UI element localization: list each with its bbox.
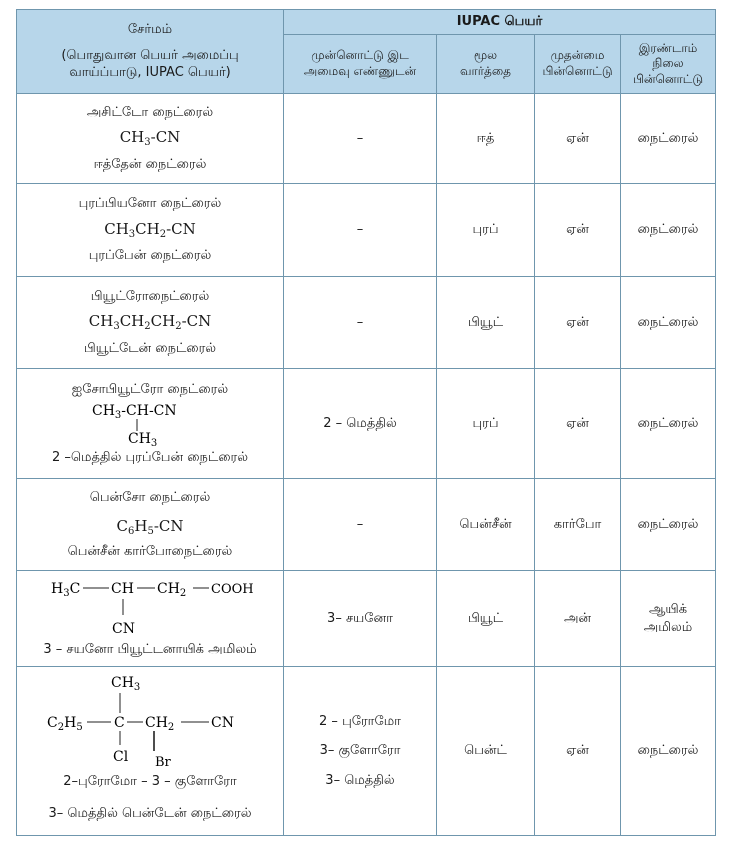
- table-row-compound: [17, 571, 283, 666]
- root-cell: புரப்: [472, 415, 499, 431]
- compound-header-title: சேர்மம்: [127, 22, 173, 38]
- prefix-cell: –: [356, 222, 364, 238]
- cyano-acid-structure: [25, 577, 275, 641]
- root-cell: பென்சீன்: [459, 516, 512, 532]
- prefix-cell: –: [356, 130, 364, 146]
- svg-text:CN: CN: [112, 621, 135, 637]
- common-name: ஐசோபியூட்ரோ நைட்ரைல்: [71, 381, 229, 397]
- svg-text:CH2: $CH_2$: [145, 715, 175, 733]
- iupac-name-line-1: 2–புரோமோ – 3 – குளோரோ: [63, 774, 237, 789]
- common-name: பென்சோ நைட்ரைல்: [89, 489, 211, 505]
- common-name: பியூட்ரோநைட்ரைல்: [90, 288, 210, 304]
- secondary-suffix-cell: நைட்ரைல்: [637, 314, 699, 330]
- secondary-suffix-cell: நைட்ரைல்: [637, 743, 699, 759]
- svg-text:CN: CN: [211, 715, 234, 731]
- primary-suffix-cell: ஏன்: [566, 222, 589, 238]
- nitrile-nomenclature-table: [16, 9, 716, 836]
- prefix-line-3: 3– மெத்தில்: [325, 772, 395, 788]
- svg-text:COOH: COOH: [211, 582, 254, 597]
- iupac-name: 2 –மெத்தில் புரப்பேன் நைட்ரைல்: [51, 449, 249, 465]
- prefix-header-line-1: முன்னொட்டு இட: [311, 48, 409, 63]
- primary-header-line-1: முதன்மை: [550, 48, 605, 63]
- table-row-compound: [17, 184, 283, 276]
- svg-text:CH3-CH-CN: $CH_3-CH-CN$: [92, 402, 177, 421]
- svg-text:Br: Br: [155, 755, 171, 770]
- svg-text:Cl: Cl: [113, 749, 129, 765]
- primary-header-line-2: பின்னொட்டு: [542, 64, 613, 78]
- secondary-header-line-3: பின்னொட்டு: [632, 71, 704, 86]
- halo-nitrile-structure: [25, 671, 275, 771]
- secondary-suffix-cell: நைட்ரைல்: [637, 222, 699, 238]
- svg-text:CH3: $CH_3$: [128, 430, 158, 447]
- table-row-compound: [17, 94, 283, 183]
- primary-suffix-cell: அன்: [563, 610, 592, 626]
- compound-header: [17, 10, 283, 93]
- root-header-line-2: வார்த்தை: [459, 64, 511, 78]
- svg-text:CH3: $CH_3$: [111, 675, 141, 693]
- svg-text:H3C: $H_3C$: [51, 581, 81, 599]
- secondary-suffix-cell: நைட்ரைல்: [637, 130, 699, 146]
- prefix-header-line-2: அமைவு எண்ணுடன்: [303, 64, 417, 78]
- iupac-name-line-2: 3– மெத்தில் பென்டேன் நைட்ரைல்: [48, 805, 252, 821]
- root-cell: ஈத்: [476, 130, 495, 146]
- iupac-header-title: IUPAC பெயர்: [456, 14, 543, 30]
- secondary-suffix-cell: [621, 571, 715, 666]
- primary-suffix-cell: கார்போ: [553, 516, 602, 532]
- svg-text:CH: CH: [111, 581, 134, 597]
- secondary-header-line-1: இரண்டாம்: [638, 40, 698, 55]
- secondary-suffix-header: [621, 35, 715, 93]
- table-row-compound: [17, 369, 283, 478]
- formula: $CH_3CH_2-CN$: [104, 219, 196, 240]
- primary-suffix-cell: ஏன்: [566, 130, 589, 146]
- iupac-name: பென்சீன் கார்போநைட்ரைல்: [67, 543, 233, 559]
- table-row-compound: [17, 479, 283, 570]
- root-header-line-1: மூல: [473, 48, 498, 63]
- formula: $CH_3-CN$: [119, 128, 181, 149]
- branched-structure: [90, 401, 210, 447]
- prefix-header: [284, 35, 436, 93]
- secondary-suffix-cell: நைட்ரைல்: [637, 415, 699, 431]
- iupac-name: புரப்பேன் நைட்ரைல்: [88, 248, 212, 264]
- root-cell: பியூட்: [467, 610, 504, 626]
- formula: $CH_3CH_2CH_2-CN$: [88, 312, 212, 333]
- secondary-header-line-2: நிலை: [652, 56, 684, 71]
- iupac-name: பியூட்டேன் நைட்ரைல்: [83, 340, 217, 356]
- primary-suffix-cell: ஏன்: [566, 415, 589, 431]
- compound-header-subtitle-1: (பொதுவான பெயர் அமைப்பு: [61, 47, 239, 63]
- table-row-compound: [17, 667, 283, 835]
- prefix-line-2: 3– குளோரோ: [319, 743, 401, 759]
- svg-text:CH2: $CH_2$: [157, 581, 187, 599]
- prefix-cell: –: [356, 516, 364, 532]
- iupac-header: [284, 10, 715, 34]
- root-cell: பென்ட்: [464, 743, 507, 759]
- prefix-cell: –: [356, 314, 364, 330]
- common-name: அசிட்டோ நைட்ரைல்: [86, 104, 214, 120]
- primary-suffix-cell: ஏன்: [566, 743, 589, 759]
- secondary-suffix-line-1: ஆயிக்: [648, 601, 688, 617]
- prefix-line-1: 2 – புரோமோ: [319, 713, 401, 729]
- formula: $C_6H_5-CN$: [116, 517, 184, 538]
- root-header: [437, 35, 534, 93]
- compound-header-subtitle-2: வாய்ப்பாடு, IUPAC பெயர்): [69, 65, 231, 81]
- secondary-suffix-line-2: அமிலம்: [643, 619, 693, 635]
- svg-text:C: C: [114, 715, 125, 731]
- prefix-cell: 3– சயனோ: [327, 610, 393, 626]
- iupac-name: ஈத்தேன் நைட்ரைல்: [93, 156, 207, 172]
- prefix-cell: 2 – மெத்தில்: [323, 415, 397, 431]
- prefix-cell: [284, 667, 436, 835]
- iupac-name: 3 – சயனோ பியூட்டனாயிக் அமிலம்: [43, 642, 257, 657]
- common-name: புரப்பியனோ நைட்ரைல்: [78, 196, 222, 212]
- svg-text:C2H5: $C_2H_5$: [47, 715, 83, 733]
- root-cell: பியூட்: [467, 314, 504, 330]
- primary-suffix-cell: ஏன்: [566, 314, 589, 330]
- secondary-suffix-cell: நைட்ரைல்: [637, 516, 699, 532]
- table-row-compound: [17, 277, 283, 368]
- primary-suffix-header: [535, 35, 620, 93]
- root-cell: புரப்: [472, 222, 499, 238]
